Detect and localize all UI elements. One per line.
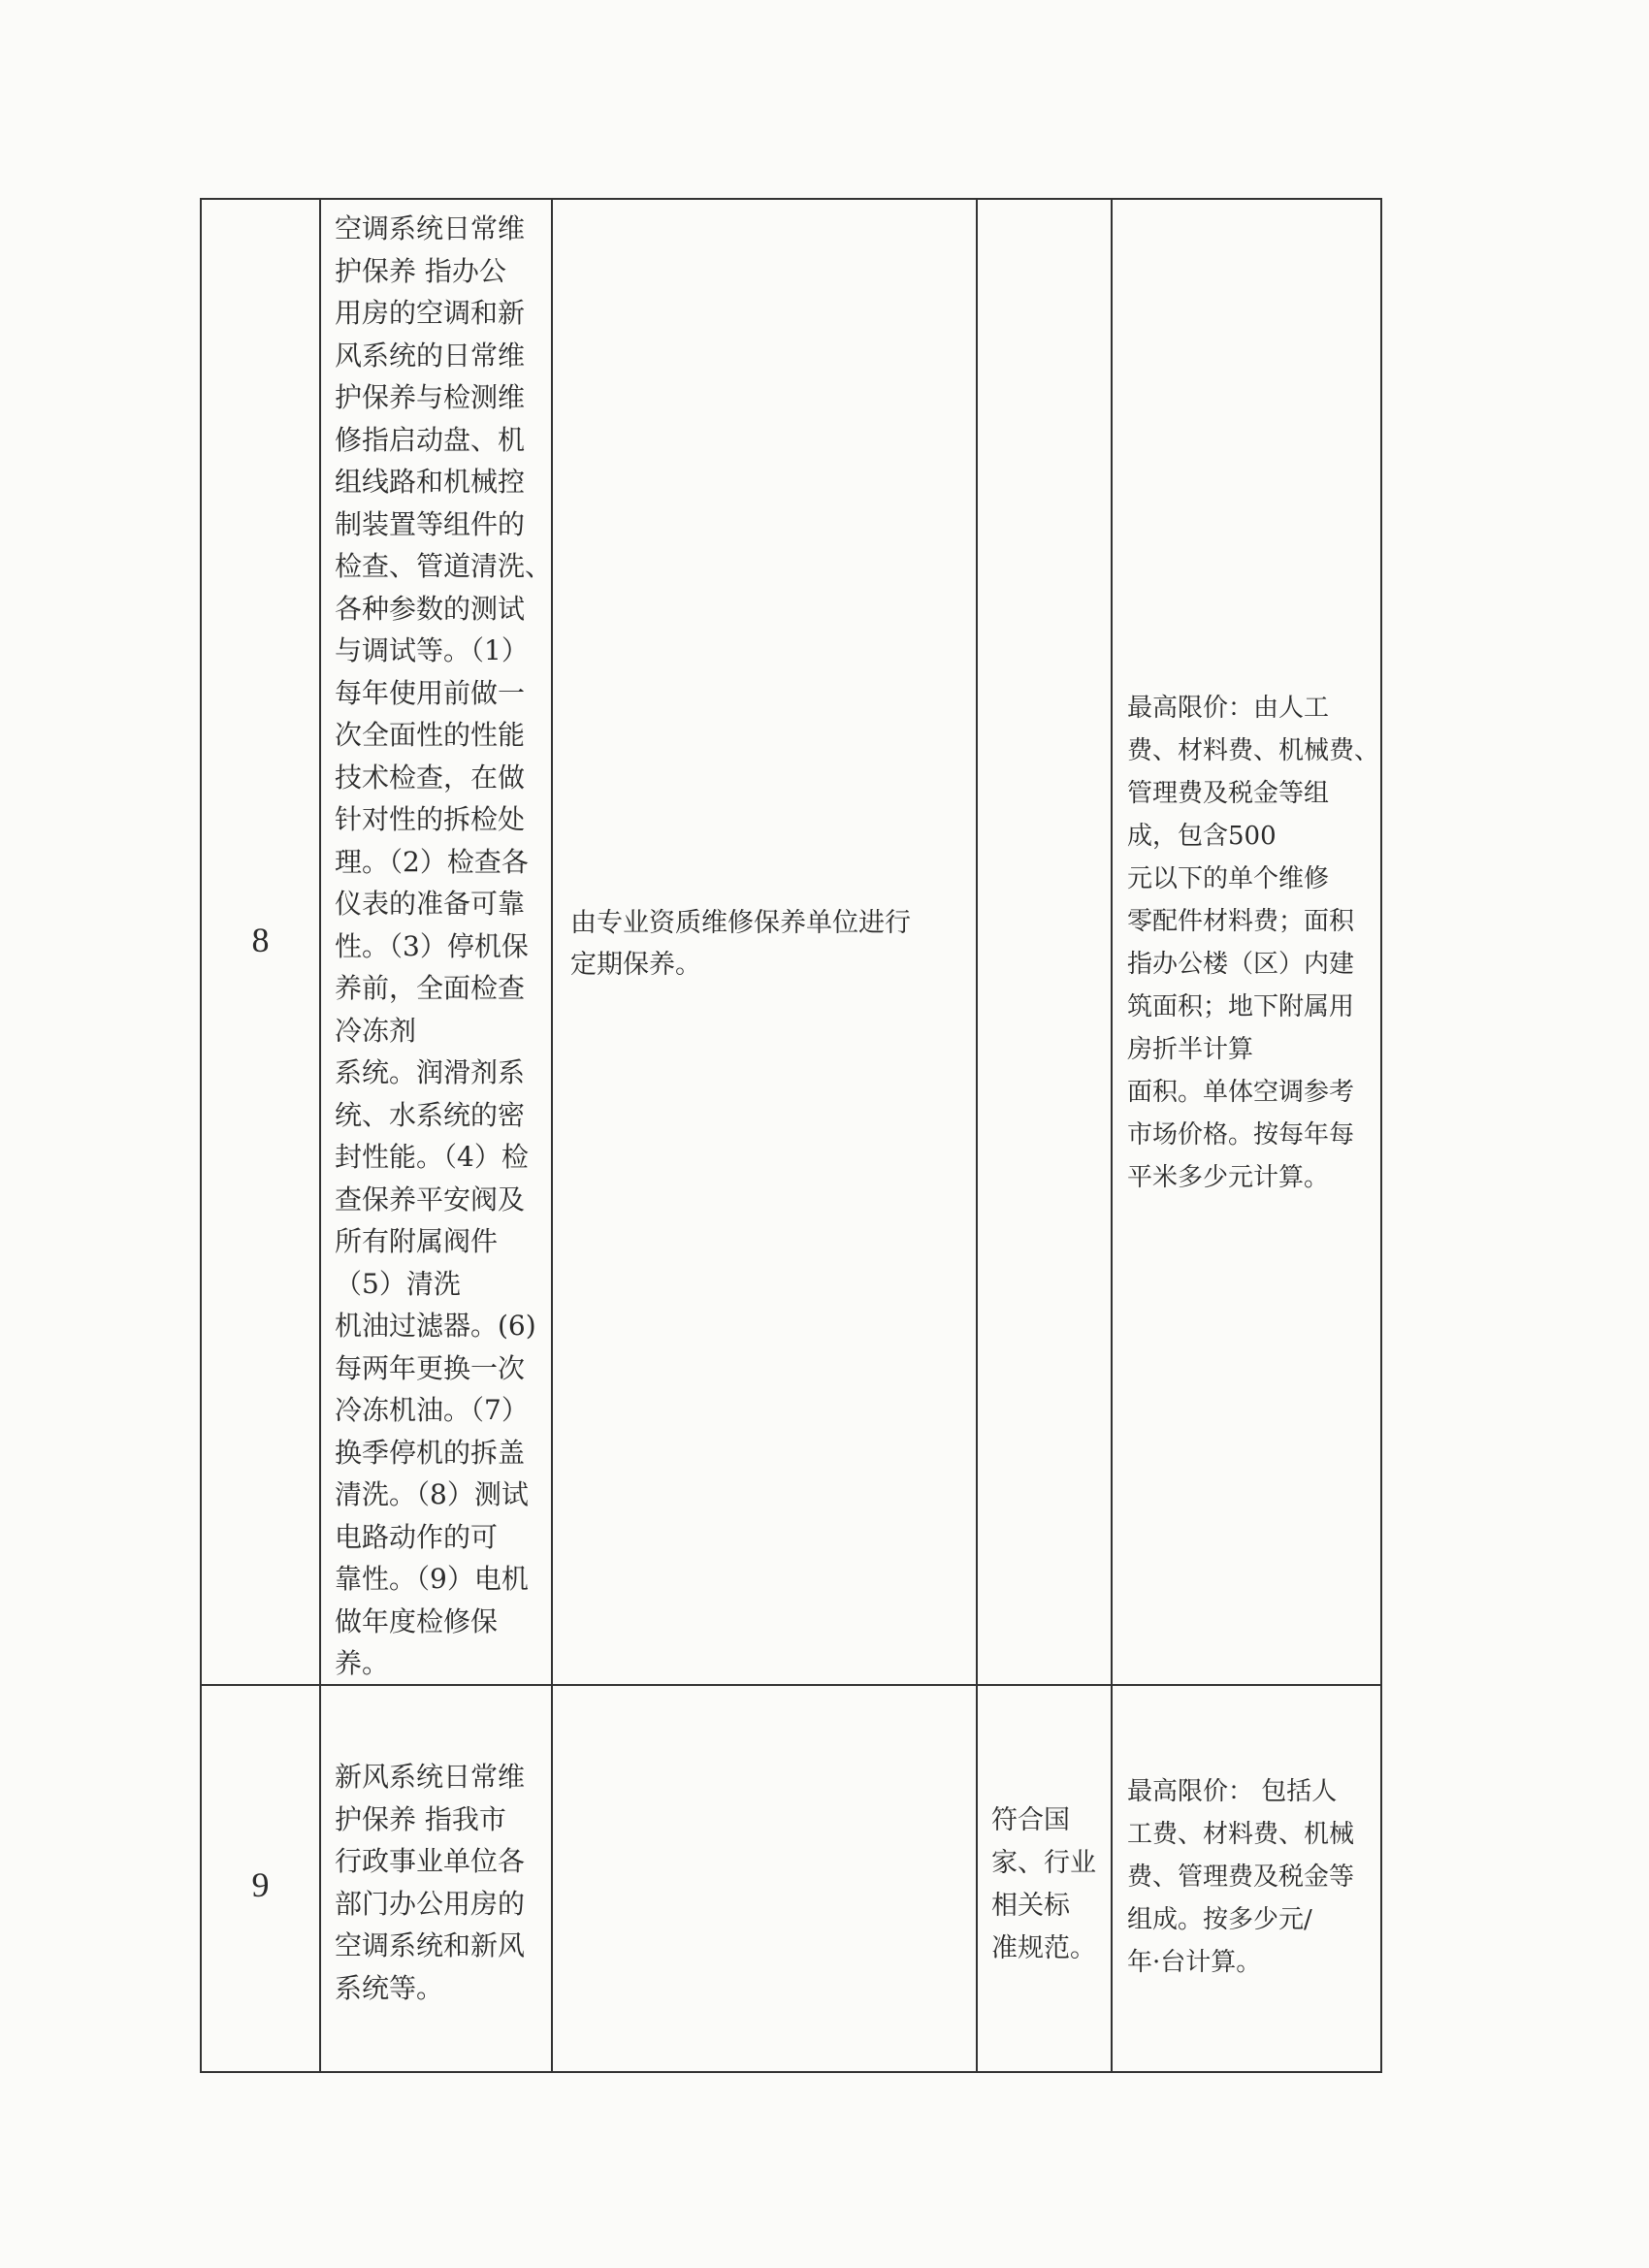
text-line: 靠性。（9）电机	[335, 1563, 529, 1595]
text-line: 管理费及税金等组	[1127, 779, 1330, 808]
text-line: 清洗。（8）测试	[335, 1478, 529, 1510]
standard-text	[991, 1799, 1096, 1970]
text-line: 指办公楼（区）内建	[1127, 950, 1355, 979]
row-number: 9	[251, 1865, 270, 1904]
text-line: 空调系统和新风	[335, 1929, 526, 1961]
row-number: 8	[251, 921, 270, 959]
item-description	[335, 208, 552, 1685]
text-line: 年·台计算。	[1127, 1948, 1262, 1977]
column-divider	[319, 200, 321, 2071]
text-line: 行政事业单位各	[335, 1845, 526, 1877]
text-line: 性。（3）停机保	[335, 929, 529, 962]
text-line: 养。	[335, 1647, 390, 1679]
text-line: 组成。按多少元/	[1127, 1905, 1312, 1934]
text-line: 家、行业	[991, 1848, 1096, 1878]
text-line: 养前，全面检查	[335, 972, 526, 1004]
text-line: 成，包含500	[1127, 822, 1277, 851]
text-line: 面积。单体空调参考	[1127, 1078, 1355, 1107]
text-line: 仪表的准备可靠	[335, 888, 526, 920]
text-line: 各种参数的测试	[335, 592, 526, 625]
text-line: 所有附属阀件	[335, 1225, 499, 1257]
text-line: 准规范。	[991, 1933, 1096, 1963]
text-line: 做年度检修保	[335, 1604, 499, 1637]
text-line: 针对性的拆检处	[335, 803, 526, 835]
text-line: 房折半计算	[1127, 1035, 1254, 1064]
price-text	[1127, 687, 1379, 1199]
text-line: 修指启动盘、机	[335, 423, 526, 456]
item-description	[335, 1756, 525, 2009]
text-line: 最高限价：由人工	[1127, 694, 1330, 723]
text-line: 定期保养。	[570, 950, 701, 980]
text-line: 零配件材料费；面积	[1127, 907, 1355, 936]
text-line: 平米多少元计算。	[1127, 1163, 1330, 1192]
text-line: 最高限价： 包括人	[1127, 1777, 1338, 1806]
text-line: 费、管理费及税金等	[1127, 1863, 1355, 1892]
text-line: 电路动作的可	[335, 1520, 499, 1553]
text-line: 制装置等组件的	[335, 507, 526, 540]
text-line: 系统等。	[335, 1971, 444, 2004]
text-line: 用房的空调和新	[335, 297, 526, 329]
text-line: 护保养 指我市	[335, 1802, 506, 1835]
price-text	[1127, 1770, 1354, 1984]
text-line: 封性能。（4）检	[335, 1141, 529, 1173]
text-line: 费、材料费、机械费、	[1127, 736, 1380, 765]
text-line: 次全面性的性能	[335, 719, 526, 751]
text-line: 市场价格。按每年每	[1127, 1120, 1355, 1150]
column-divider	[976, 200, 978, 2071]
requirement-text	[570, 902, 911, 986]
text-line: 风系统的日常维	[335, 339, 526, 372]
text-line: 与调试等。（1）	[335, 634, 529, 666]
text-line: 换季停机的拆盖	[335, 1436, 526, 1469]
service-table	[200, 198, 1382, 2073]
text-line: 冷冻剂	[335, 1014, 417, 1047]
text-line: 护保养 指办公	[335, 254, 506, 287]
text-line: 元以下的单个维修	[1127, 864, 1330, 893]
text-line: 护保养与检测维	[335, 381, 526, 413]
text-line: 由专业资质维修保养单位进行	[570, 908, 911, 938]
text-line: 统、水系统的密	[335, 1098, 526, 1131]
text-line: （5）清洗	[335, 1267, 461, 1300]
text-line: 筑面积；地下附属用	[1127, 992, 1355, 1021]
text-line: 工费、材料费、机械	[1127, 1820, 1355, 1849]
text-line: 系统。润滑剂系	[335, 1056, 526, 1088]
text-line: 冷冻机油。（7）	[335, 1394, 529, 1426]
column-divider	[1111, 200, 1113, 2071]
text-line: 组线路和机械控	[335, 466, 526, 498]
text-line: 每两年更换一次	[335, 1351, 526, 1384]
text-line: 机油过滤器。(6)	[335, 1310, 536, 1342]
text-line: 每年使用前做一	[335, 676, 526, 709]
text-line: 空调系统日常维	[335, 212, 526, 244]
text-line: 符合国	[991, 1805, 1070, 1835]
text-line: 查保养平安阀及	[335, 1183, 526, 1215]
text-line: 技术检查，在做	[335, 761, 526, 794]
text-line: 理。（2）检查各	[335, 845, 529, 878]
text-line: 部门办公用房的	[335, 1887, 526, 1920]
text-line: 检查、管道清洗、	[335, 550, 553, 582]
text-line: 新风系统日常维	[335, 1761, 526, 1793]
text-line: 相关标	[991, 1891, 1070, 1921]
